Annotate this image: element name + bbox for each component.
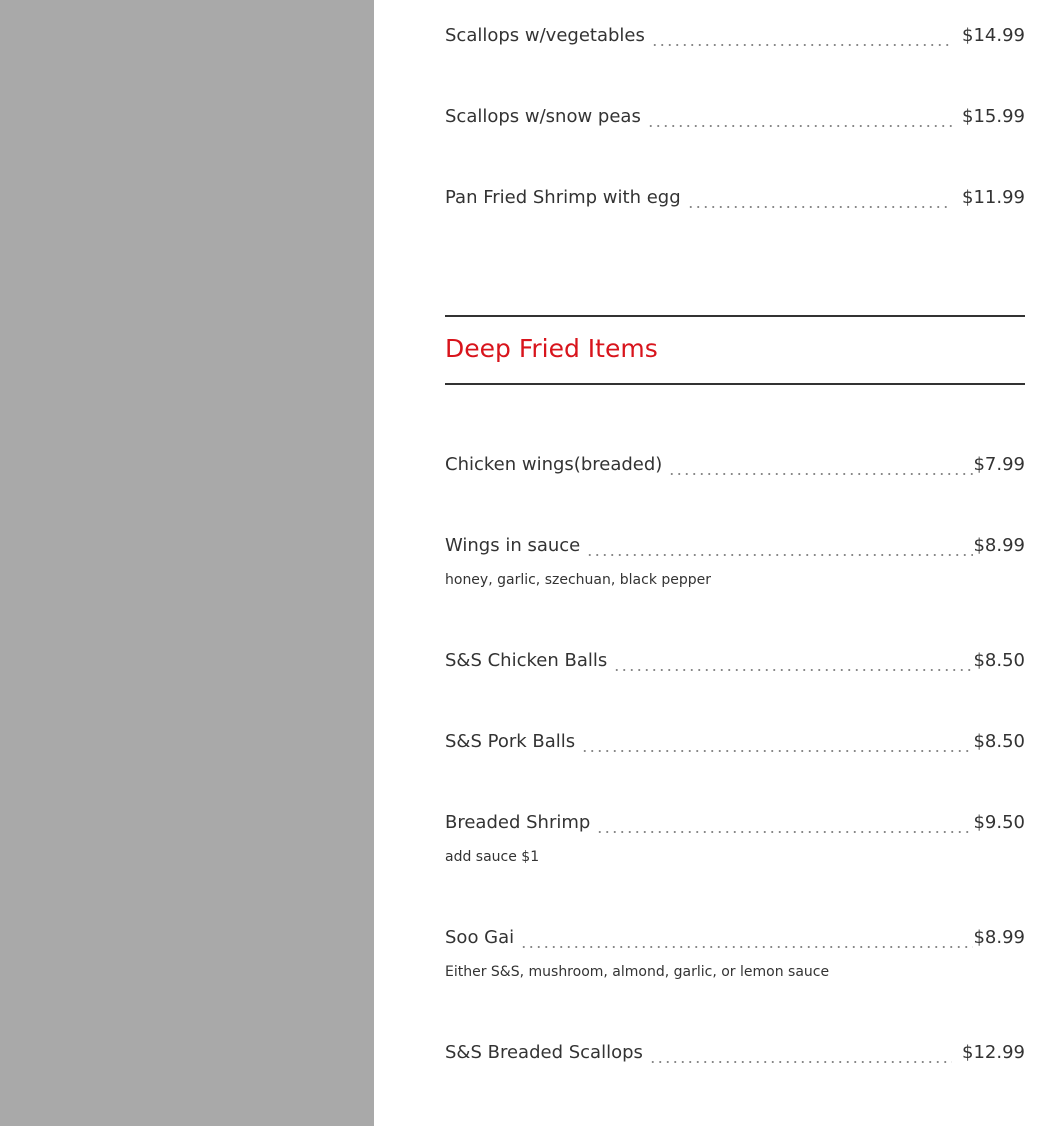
menu-item-name: S&S Chicken Balls	[445, 650, 608, 671]
dot-leader	[651, 43, 952, 47]
menu-item	[445, 106, 1025, 134]
dot-leader	[647, 124, 952, 128]
menu-content	[445, 0, 1025, 1126]
menu-item-price: $8.50	[973, 731, 1025, 752]
menu-item-price: $12.99	[962, 1042, 1025, 1063]
menu-item-price: $14.99	[962, 25, 1025, 46]
sidebar-panel	[0, 0, 374, 1126]
menu-item	[445, 812, 1025, 865]
menu-item-description: honey, garlic, szechuan, black pepper	[445, 572, 712, 588]
menu-item-price: $11.99	[962, 187, 1025, 208]
menu-item-name: Scallops w/snow peas	[445, 106, 641, 127]
menu-item	[445, 1042, 1025, 1070]
dot-leader	[613, 668, 973, 672]
dot-leader	[586, 553, 973, 557]
menu-item	[445, 731, 1025, 759]
menu-item-description: Either S&S, mushroom, almond, garlic, or lemon sauce	[445, 964, 830, 980]
dot-leader	[687, 205, 952, 209]
menu-item-price: $8.50	[973, 650, 1025, 671]
menu-item	[445, 927, 1025, 980]
menu-item-name: S&S Breaded Scallops	[445, 1042, 643, 1063]
dot-leader	[581, 749, 973, 753]
menu-item-name: Wings in sauce	[445, 535, 581, 556]
menu-item	[445, 454, 1025, 482]
menu-item-price: $8.99	[973, 535, 1025, 556]
menu-item-name: Scallops w/vegetables	[445, 25, 645, 46]
menu-item-price: $7.99	[973, 454, 1025, 475]
menu-item-price: $9.50	[973, 812, 1025, 833]
section-title: Deep Fried Items	[445, 334, 658, 363]
menu-item	[445, 535, 1025, 588]
menu-item-name: Pan Fried Shrimp with egg	[445, 187, 681, 208]
menu-item-description: add sauce $1	[445, 849, 540, 865]
menu-item-price: $15.99	[962, 106, 1025, 127]
menu-item	[445, 187, 1025, 215]
dot-leader	[668, 472, 973, 476]
menu-item-name: Chicken wings(breaded)	[445, 454, 663, 475]
menu-item	[445, 25, 1025, 53]
menu-item-name: S&S Pork Balls	[445, 731, 576, 752]
dot-leader	[649, 1060, 952, 1064]
menu-item	[445, 650, 1025, 678]
section-header	[445, 315, 1025, 385]
dot-leader	[596, 830, 973, 834]
menu-item-name: Breaded Shrimp	[445, 812, 591, 833]
menu-item-price: $8.99	[973, 927, 1025, 948]
dot-leader	[520, 945, 973, 949]
menu-item-name: Soo Gai	[445, 927, 515, 948]
